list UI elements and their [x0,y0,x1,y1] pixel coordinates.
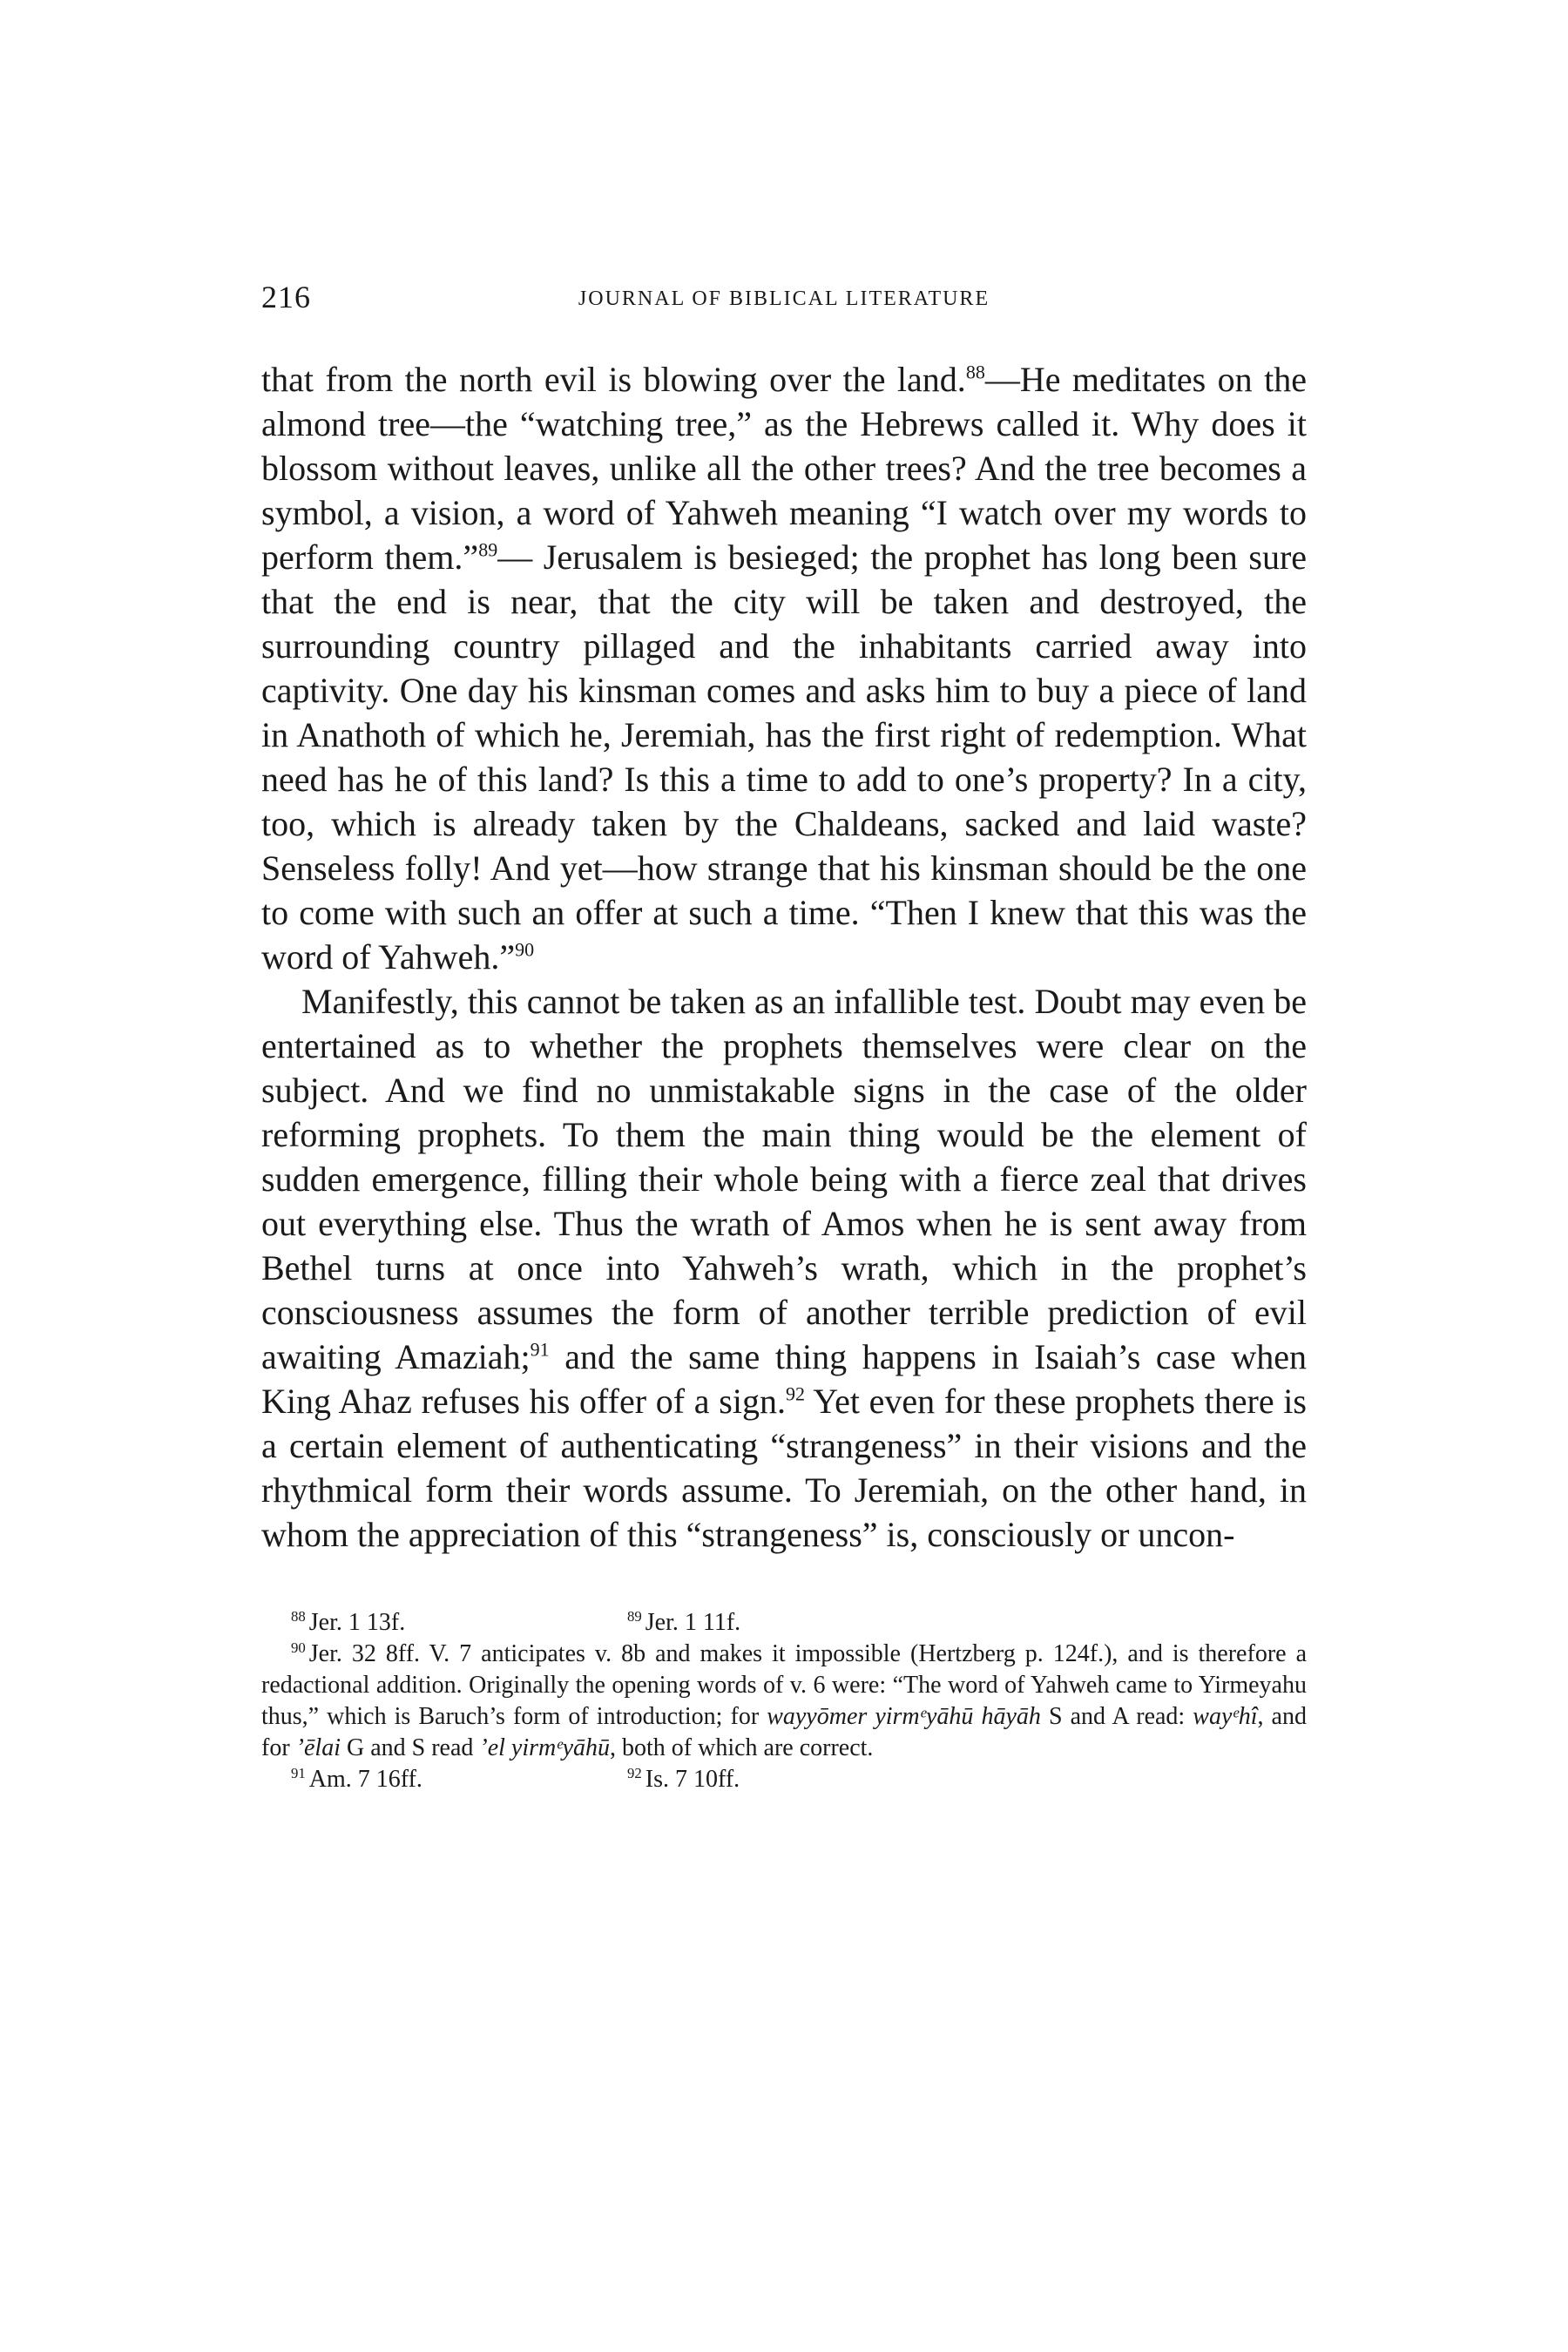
footnote-ref-92: 92 [785,1382,805,1405]
footnote-90-hebrew-1: wayyōmer yirmᵉyāhū hāyāh [767,1703,1041,1730]
footnote-90-mark: 90 [291,1639,306,1656]
footnote-90-hebrew-3: ’ēlai [295,1734,341,1761]
paragraph-1 [261,357,1307,979]
footnote-88-text: Jer. 1 13f. [308,1609,406,1636]
footnote-ref-91: 91 [530,1338,550,1361]
paragraph-2 [261,979,1307,1557]
p2-text-b: and the same thing happens in Isaiah’s case when King Ahaz refuses his offer of a sign. [261,1337,1307,1421]
p2-text-a: Manifestly, this cannot be taken as an infallible test. Doubt may even be entertained as to whether the prophets themselves were clear on the subject. And we find no unmistakable signs in the case of the older reforming prophets. To them the main thing would be the element of sudden emergence, filling their whole being with a fierce zeal that drives out everything else. Thus the wrath of Amos when he is sent away from Bethel turns at once into Yahweh’s wrath, which in the prophet’s consciousness assumes the form of another terrible prediction of evil awaiting Amaziah; [261,982,1307,1376]
footnote-88 [291,1607,405,1639]
footnote-90 [261,1639,1307,1764]
footnote-90-text-e: , both of which are correct. [610,1734,874,1761]
footnote-91 [291,1764,422,1795]
footnote-91-mark: 91 [291,1764,306,1781]
p1-text-c: — Jerusalem is besieged; the prophet has long been sure that the end is near, that the city will be taken and destroyed, the surrounding country pillaged and the inhabitants carried away into captivity. One day his kinsman comes and asks him to buy a piece of land in Anathoth of which he, Jeremiah, has the first right of redemption. What need has he of this land? Is this a time to add to one’s property? In a city, too, which is already taken by the Chaldeans, sacked and laid waste? Senseless folly! And yet—how strange that his kinsman should be the one to come with such an offer at such a time. “Then I knew that this was the word of Yahweh.” [261,537,1308,977]
p1-text-a: that from the north evil is blowing over the land. [261,360,966,399]
footnote-92 [627,1764,740,1795]
body-text [261,357,1307,1557]
page-header [261,279,1307,322]
p1-text-b: —He meditates on the almond tree—the “watching tree,” as the Hebrews called it. Why does it blossom without leaves, unlike all the other trees? And the tree becomes a symbol, a vision, a word of Yahweh meaning “I watch over my words to perform them.” [261,360,1307,577]
footnote-91-text: Am. 7 16ff. [308,1766,422,1793]
footnote-89-text: Jer. 1 11f. [645,1609,741,1636]
footnote-90-text-a: Jer. 32 8ff. V. 7 anticipates v. 8b and makes it impossible (Hertzberg p. 124f.), and is therefore a redactional addition. Originally the opening words of v. 6 were: “The word of Yahweh came to Yirmeyahu thus,” which is Baruch’s form of introduction; for [261,1640,1307,1730]
footnote-ref-90: 90 [515,938,535,961]
footnote-90-text-c: , and for [261,1703,1307,1761]
footnote-88-mark: 88 [291,1607,306,1625]
journal-page [261,279,1307,1795]
footnote-89-mark: 89 [627,1607,642,1625]
footnote-90-text-d: G and S read [340,1734,480,1761]
footnote-90-hebrew-2: wayᵉhî [1193,1703,1258,1730]
footnote-89 [627,1607,740,1639]
footnote-row-91-92 [261,1764,1307,1795]
footnote-ref-89: 89 [478,538,498,561]
footnote-90-hebrew-4: ’el yirmᵉyāhū [479,1734,610,1761]
running-title: JOURNAL OF BIBLICAL LITERATURE [578,287,990,310]
footnote-90-text-b: S and A read: [1040,1703,1193,1730]
p2-text-c: Yet even for these prophets there is a certain element of authenticating “strangeness” in their visions and the rhythmical form their words assume. To Jeremiah, on the other hand, in whom the appreciation of this “strangeness” is, consciously or uncon- [261,1382,1307,1554]
page-number: 216 [261,280,311,314]
footnote-92-mark: 92 [627,1764,642,1781]
footnotes [261,1607,1307,1795]
footnote-92-text: Is. 7 10ff. [645,1766,740,1793]
footnote-row-88-89 [261,1607,1307,1639]
footnote-ref-88: 88 [965,361,985,383]
